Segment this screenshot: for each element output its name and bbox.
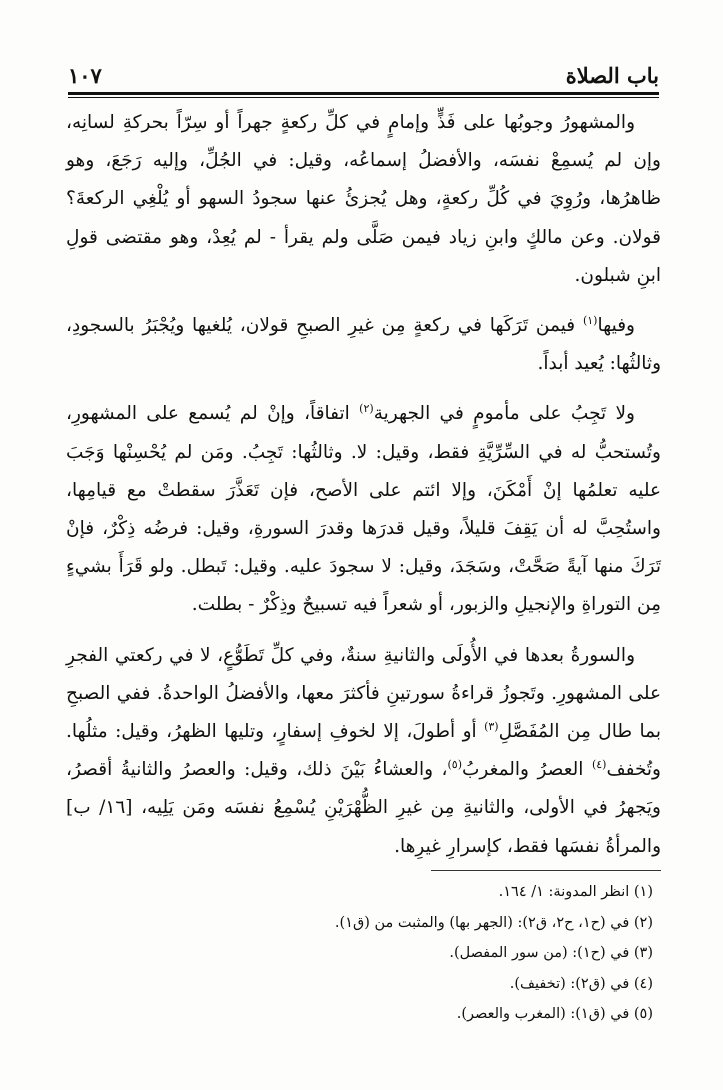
header-rule-thick <box>68 92 659 95</box>
text-run: والسورةُ بعدها في الأُولَى والثانيةِ سنةٌ، وفي كلِّ تَطَوُّعٍ، لا في ركعتي الفجرِ على المشهورِ. وتَجوزُ قراءةُ سورتينِ فأكثرَ معها، والأفضلُ الواحدةُ. ففي الصبحِ بما طال مِن المُفَصَّلِ <box>66 644 661 743</box>
paragraph <box>66 307 661 383</box>
paragraph <box>66 637 661 866</box>
footnote-marker[interactable]: (٥) <box>447 758 463 772</box>
header-rule-thin <box>68 97 659 98</box>
footnote: (٣) في (ح١): (من سور المفصل). <box>449 945 653 961</box>
main-text <box>66 104 661 878</box>
page-number: ١٠٧ <box>68 63 102 88</box>
footnote-marker[interactable]: (٢) <box>359 402 374 416</box>
paragraph <box>66 395 661 624</box>
footnote-marker[interactable]: (١) <box>582 313 598 327</box>
text-run: ، والعشاءُ بَيْنَ ذلك، وقيل: والعصرُ والثانيةُ أقصرُ، ويَجهرُ في الأولى، والثانيةِ مِن غيرِ الظُّهْرَيْنِ يُسْمِعُ نفسَه ومَن يَلِيه، [١٦/ ب] والمرأةُ نفسَها فقط، كإسرارِ غيرِها. <box>66 759 661 857</box>
footnote: (٢) في (ح١، ح٢، ق٢): (الجهر بها) والمثبت من (ق١). <box>334 914 653 931</box>
paragraph <box>66 104 661 295</box>
footnote-separator <box>431 870 661 871</box>
text-run: ولا تَجِبُ على مأمومٍ في الجهرية <box>373 403 635 425</box>
running-title: باب الصلاة <box>565 63 659 88</box>
footnotes <box>66 877 653 1030</box>
footnote-marker[interactable]: (٣) <box>484 719 499 733</box>
footnote: (١) انظر المدونة: ١/ ١٦٤. <box>498 884 653 900</box>
text-run: وفيها <box>597 315 635 337</box>
text-run: أو أطولَ، إلا لخوفِ إسفارٍ، وتليها الظهرُ، وقيل: مثلُها. وتُخفف <box>66 721 661 781</box>
page-header <box>68 52 659 88</box>
footnote-marker[interactable]: (٤) <box>591 758 607 772</box>
footnote: (٥) في (ق١): (المغرب والعصر). <box>456 1006 653 1022</box>
text-run: فيمن تَرَكَها في ركعةٍ مِن غيرِ الصبحِ قولان، يُلغيها ويُجْبَرُ بالسجودِ، وثالثُها: يُعيد أبداً. <box>66 315 661 375</box>
footnote: (٤) في (ق٢): (تخفيف). <box>509 975 653 992</box>
text-run: والمشهورُ وجوبُها على فَذٍّ وإمامٍ في كلِّ ركعةٍ جهراً أو سِرّاً بحركةِ لسانِه، وإن لم يُسمِعْ نفسَه، والأفضلُ إسماعُه، وقيل: في الجُلِّ، وإليه رَجَعَ، وهو ظاهرُها، ورُوِيَ في كُلِّ ركعةٍ، وهل يُجزئُ عنها سجودُ السهو أو يُلْغِي الركعةَ؟ قولان. وعن مالكٍ وابنِ زياد فيمن صَلَّى ولم يقرأ - لم يُعِدْ، وهو مقتضى قولِ ابنِ شبلون. <box>66 112 661 286</box>
text-run: اتفاقاً، وإنْ لم يُسمع على المشهورِ، وتُستحبُّ له في السِّرِّيَّةِ فقط، وقيل: لا. وثالثُها: تَجِبُ. ومَن لم يُحْسِنْها وَجَبَ عليه تعلمُها إنْ أَمْكَنَ، وإلا ائتم على الأصح، فإن تَعَذَّرَ سقطتْ مع قيامِها، واستُحِبَّ له أن يَقِفَ قليلاً، وقيل قدرَها وقدرَ السورةِ، وقيل: فرضُه ذِكْرٌ، فإنْ تَرَكَ منها آيةً صَحَّتْ، وسَجَدَ، وقيل: لا سجودَ عليه. وقيل: تَبطل. ولو قَرَأَ بشيءٍ مِن التوراةِ والإنجيلِ والزبور، أو شعراً فيه تسبيحٌ وذِكْرٌ - بطلت. <box>66 403 661 616</box>
text-run: العصرُ والمغربُ <box>462 759 592 781</box>
